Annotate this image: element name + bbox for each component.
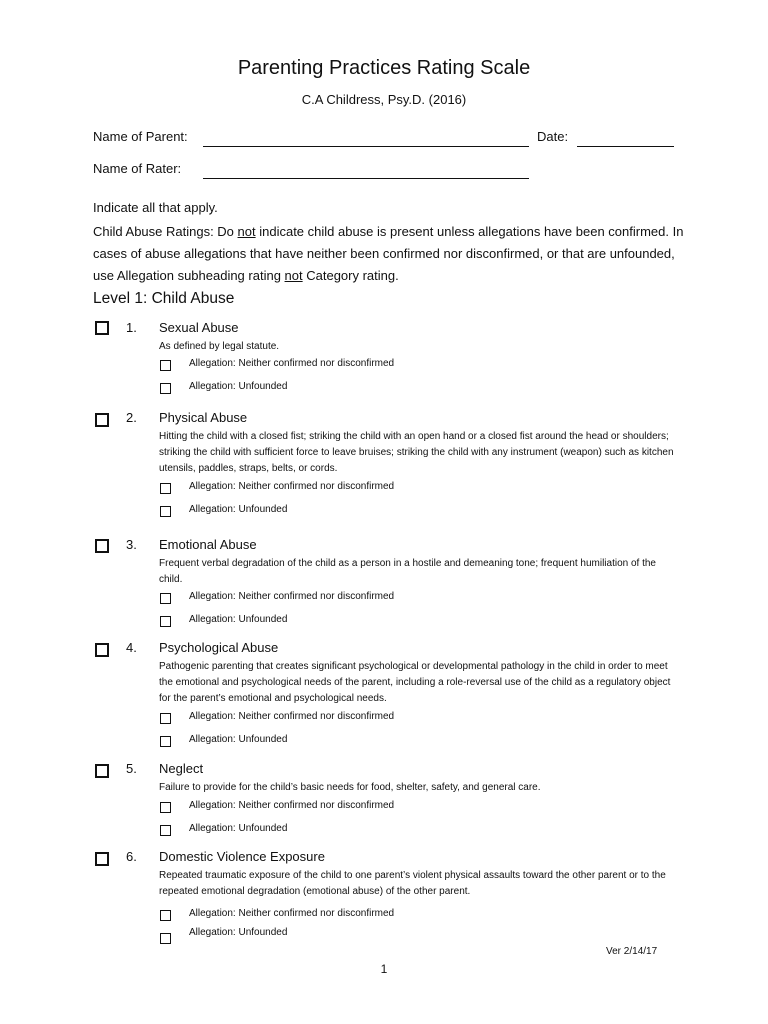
- allegation-unfounded-label: Allegation: Unfounded: [189, 504, 288, 515]
- item-number: 4.: [126, 640, 137, 655]
- item-description: Frequent verbal degradation of the child as a person in a hostile and demeaning tone; frequent humiliation of the child.: [159, 558, 656, 585]
- item-title: Neglect: [159, 761, 204, 776]
- allegation-neither-checkbox[interactable]: [160, 910, 171, 921]
- version-label: Ver 2/14/17: [606, 946, 658, 957]
- allegation-unfounded-checkbox[interactable]: [160, 616, 171, 627]
- item-title: Domestic Violence Exposure: [159, 849, 325, 864]
- allegation-neither-label: Allegation: Neither confirmed nor disconfirmed: [189, 591, 395, 602]
- allegation-unfounded-label: Allegation: Unfounded: [189, 927, 288, 938]
- item-checkbox[interactable]: [95, 764, 109, 778]
- allegation-neither-label: Allegation: Neither confirmed nor disconfirmed: [189, 711, 395, 722]
- item-checkbox[interactable]: [95, 539, 109, 553]
- item-checkbox[interactable]: [95, 852, 109, 866]
- item-checkbox[interactable]: [95, 643, 109, 657]
- date-field[interactable]: [577, 146, 674, 147]
- parent-name-field[interactable]: [203, 146, 529, 147]
- level-heading: Level 1: Child Abuse: [93, 290, 235, 307]
- parent-name-label: Name of Parent:: [93, 129, 188, 144]
- allegation-unfounded-label: Allegation: Unfounded: [189, 381, 288, 392]
- item-number: 6.: [126, 849, 137, 864]
- item-title: Physical Abuse: [159, 410, 248, 425]
- allegation-neither-checkbox[interactable]: [160, 593, 171, 604]
- item-description: As defined by legal statute.: [159, 341, 280, 352]
- allegation-unfounded-checkbox[interactable]: [160, 736, 171, 747]
- allegation-neither-checkbox[interactable]: [160, 713, 171, 724]
- item-description: Repeated traumatic exposure of the child to one parent’s violent physical assaults toward the other parent or to the repeated emotional degradation (emotional abuse) of the other parent.: [159, 870, 666, 897]
- item-number: 1.: [126, 320, 137, 335]
- rater-name-label: Name of Rater:: [93, 161, 182, 176]
- item-title: Psychological Abuse: [159, 640, 279, 655]
- allegation-unfounded-label: Allegation: Unfounded: [189, 823, 288, 834]
- allegation-neither-label: Allegation: Neither confirmed nor disconfirmed: [189, 481, 395, 492]
- item-description: Pathogenic parenting that creates significant psychological or developmental pathology in the child in order to meet the emotional and psychological needs of the parent, including a role-reversal use of the child as a regulatory object for the parent’s emotional and psychological needs.: [159, 661, 671, 704]
- allegation-neither-label: Allegation: Neither confirmed nor disconfirmed: [189, 800, 395, 811]
- allegation-neither-label: Allegation: Neither confirmed nor disconfirmed: [189, 358, 395, 369]
- child-abuse-ratings-instruction: Child Abuse Ratings: Do not indicate child abuse is present unless allegations have been confirmed. In cases of abuse allegations that have neither been confirmed nor disconfirmed, or that are unfounded, use Allegation subheading rating not Category rating.: [93, 224, 684, 283]
- allegation-neither-checkbox[interactable]: [160, 802, 171, 813]
- allegation-unfounded-label: Allegation: Unfounded: [189, 734, 288, 745]
- rater-name-field[interactable]: [203, 178, 529, 179]
- allegation-unfounded-checkbox[interactable]: [160, 506, 171, 517]
- allegation-neither-label: Allegation: Neither confirmed nor disconfirmed: [189, 908, 395, 919]
- item-description: Hitting the child with a closed fist; striking the child with an open hand or a closed fist around the head or shoulders; striking the child with sufficient force to leave bruises; striking the child with any instrument (weapon) such as kitchen utensils, paddles, straps, belts, or cords.: [159, 431, 674, 474]
- indicate-instruction: Indicate all that apply.: [93, 200, 218, 215]
- item-title: Sexual Abuse: [159, 320, 239, 335]
- item-number: 3.: [126, 537, 137, 552]
- item-checkbox[interactable]: [95, 413, 109, 427]
- allegation-neither-checkbox[interactable]: [160, 360, 171, 371]
- item-number: 2.: [126, 410, 137, 425]
- allegation-unfounded-checkbox[interactable]: [160, 825, 171, 836]
- item-checkbox[interactable]: [95, 321, 109, 335]
- allegation-neither-checkbox[interactable]: [160, 483, 171, 494]
- allegation-unfounded-checkbox[interactable]: [160, 383, 171, 394]
- item-description: Failure to provide for the child’s basic needs for food, shelter, safety, and general care.: [159, 782, 541, 793]
- allegation-unfounded-label: Allegation: Unfounded: [189, 614, 288, 625]
- allegation-unfounded-checkbox[interactable]: [160, 933, 171, 944]
- document-author: C.A Childress, Psy.D. (2016): [301, 92, 467, 107]
- page-number: 1: [380, 962, 388, 976]
- item-number: 5.: [126, 761, 137, 776]
- document-title: Parenting Practices Rating Scale: [237, 57, 531, 79]
- item-title: Emotional Abuse: [159, 537, 257, 552]
- date-label: Date:: [537, 129, 569, 144]
